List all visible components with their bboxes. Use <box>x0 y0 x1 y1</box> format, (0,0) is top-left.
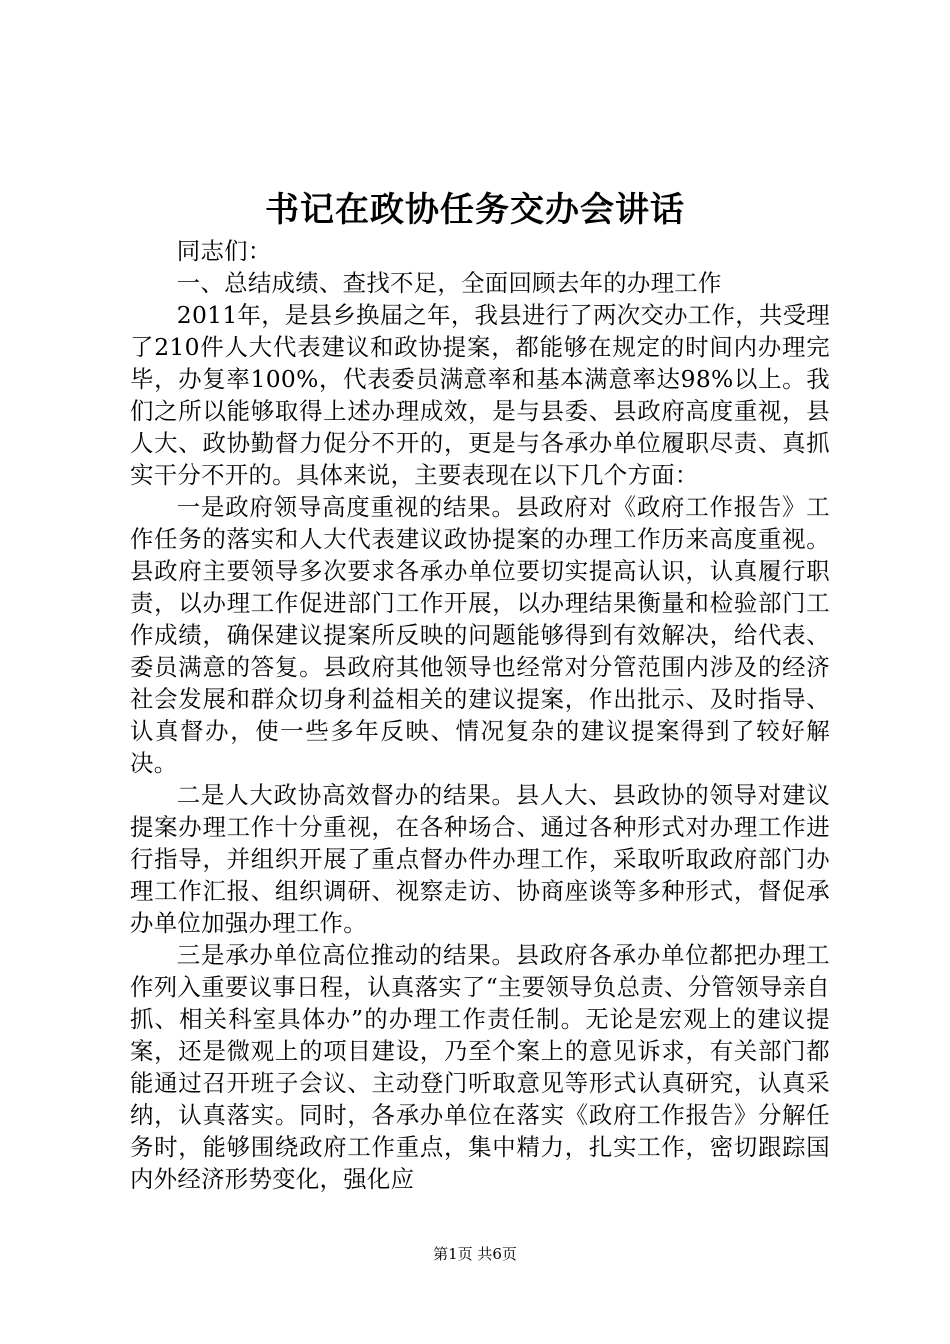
paragraph-point-2: 二是人大政协高效督办的结果。县人大、县政协的领导对建议提案办理工作十分重视，在各种场合、通过各种形式对办理工作进行指导，并组织开展了重点督办件办理工作，采取听取政府部门办理工作汇报、组织调研、视察走访、协商座谈等多种形式，督促承办单位加强办理工作。 <box>130 781 830 937</box>
document-body <box>130 235 830 1195</box>
paragraph-point-3: 三是承办单位高位推动的结果。县政府各承办单位都把办理工作列入重要议事日程，认真落实了“主要领导负总责、分管领导亲自抓、相关科室具体办”的办理工作责任制。无论是宏观上的建议提案，还是微观上的项目建设，乃至个案上的意见诉求，有关部门都能通过召开班子会议、主动登门听取意见等形式认真研究，认真采纳，认真落实。同时，各承办单位在落实《政府工作报告》分解任务时，能够围绕政府工作重点，集中精力，扎实工作，密切跟踪国内外经济形势变化，强化应 <box>130 941 830 1193</box>
page-footer: 第1页 共6页 <box>433 1245 517 1263</box>
paragraph-summary: 2011年，是县乡换届之年，我县进行了两次交办工作，共受理了210件人大代表建议和政协提案，都能够在规定的时间内办理完毕，办复率100%，代表委员满意率和基本满意率达98%以上。我们之所以能够取得上述办理成效，是与县委、县政府高度重视，县人大、政协勤督力促分不开的，更是与各承办单位履职尽责、真抓实干分不开的。具体来说，主要表现在以下几个方面： <box>130 301 830 489</box>
salutation: 同志们： <box>176 237 272 265</box>
document-title: 书记在政协任务交办会讲话 <box>265 190 685 230</box>
paragraph-point-1: 一是政府领导高度重视的结果。县政府对《政府工作报告》工作任务的落实和人大代表建议政协提案的办理工作历来高度重视。县政府主要领导多次要求各承办单位要切实提高认识，认真履行职责，以办理工作促进部门工作开展，以办理结果衡量和检验部门工作成绩，确保建议提案所反映的问题能够得到有效解决，给代表、委员满意的答复。县政府其他领导也经常对分管范围内涉及的经济社会发展和群众切身利益相关的建议提案，作出批示、及时指导、认真督办，使一些多年反映、情况复杂的建议提案得到了较好解决。 <box>130 493 830 777</box>
section-heading: 一、总结成绩、查找不足，全面回顾去年的办理工作 <box>176 269 722 297</box>
